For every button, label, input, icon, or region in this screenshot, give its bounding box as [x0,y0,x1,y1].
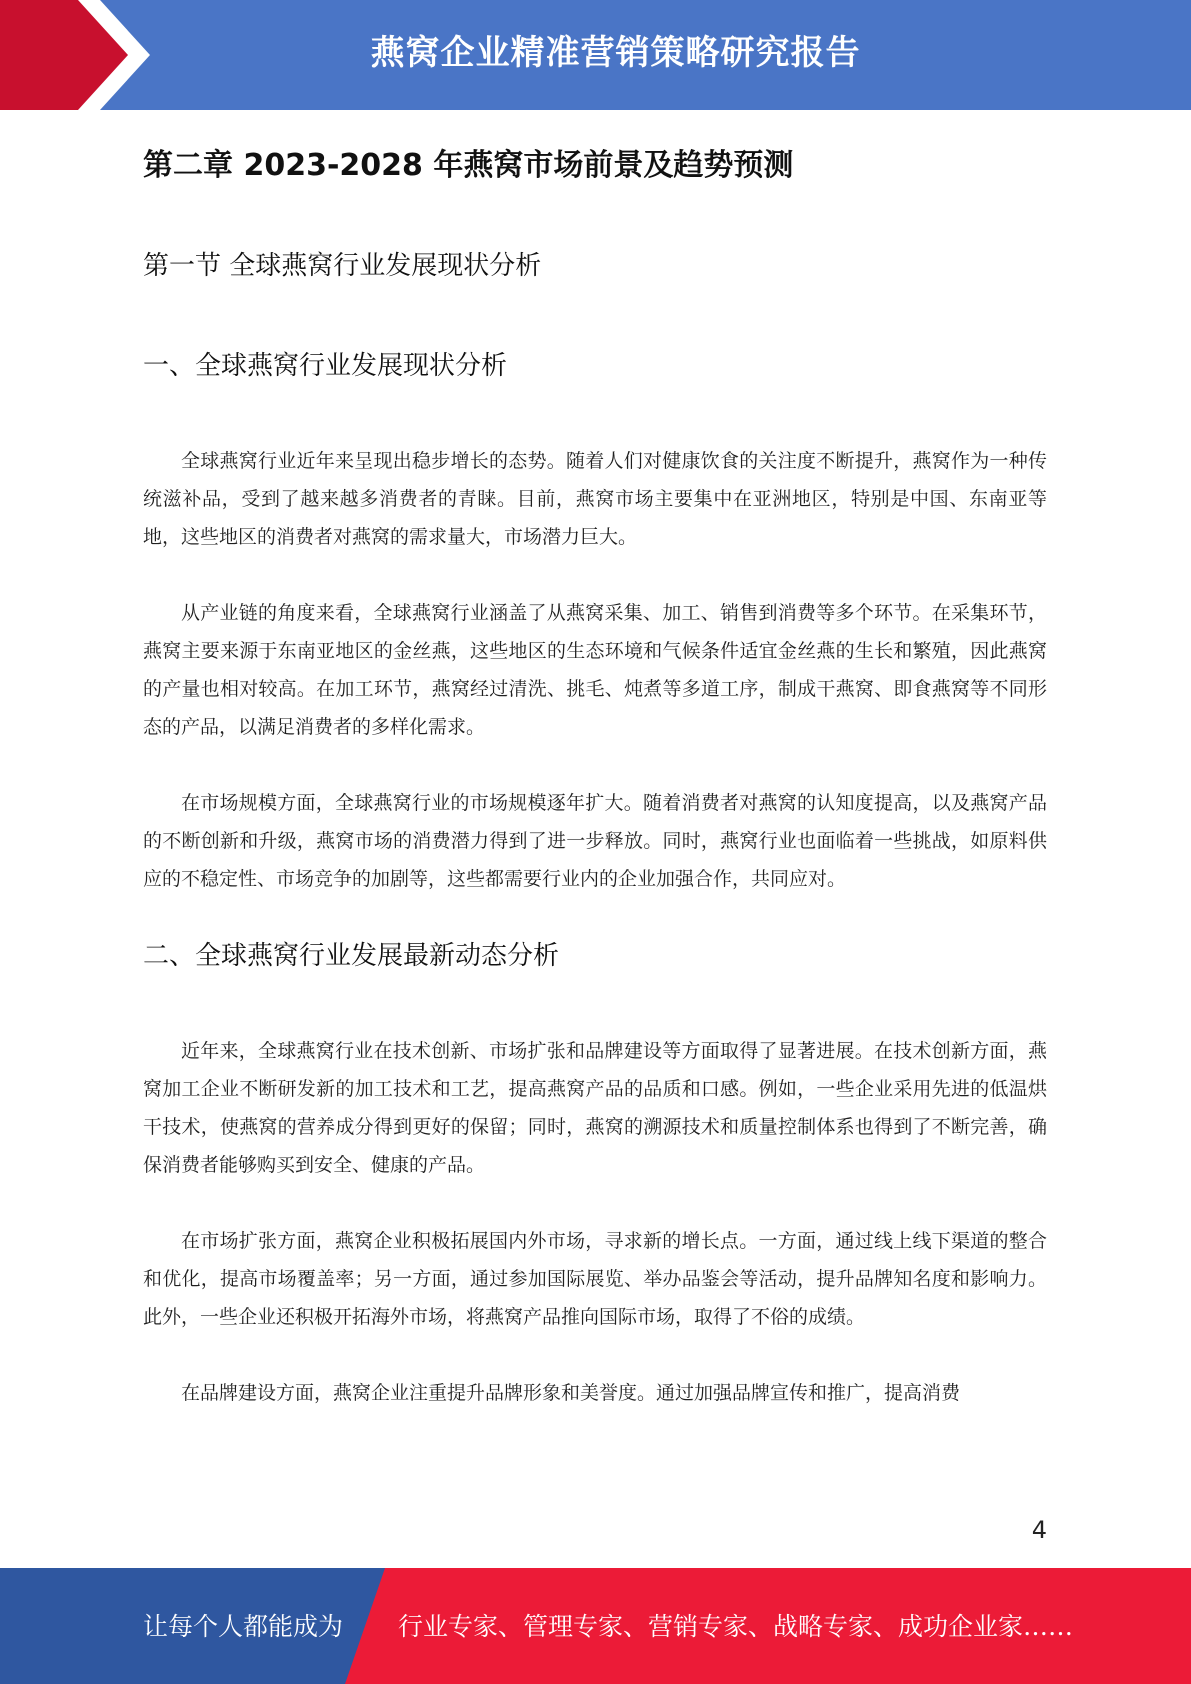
report-title: 燕窝企业精准营销策略研究报告 [370,33,861,73]
header-red-arrow-shape [0,0,160,110]
paragraph: 在品牌建设方面，燕窝企业注重提升品牌形象和美誉度。通过加强品牌宣传和推广，提高消费 [181,1382,961,1404]
subsection-title-1: 一、全球燕窝行业发展现状分析 [143,351,508,381]
paragraph: 在市场规模方面，全球燕窝行业的市场规模逐年扩大。随着消费者对燕窝的认知度提高，以及燕窝产品的不断创新和升级，燕窝市场的消费潜力得到了进一步释放。同时，燕窝行业也面临着一些挑战，如原料供应的不稳定性、市场竞争的加剧等，这些都需要行业内的企业加强合作，共同应对。 [143,792,1047,890]
chapter-title: 第二章 2023-2028 年燕窝市场前景及趋势预测 [143,148,794,183]
page-content [143,130,1047,1412]
header-banner [0,0,1191,110]
footer-banner [0,1568,1191,1684]
footer-slogan-left: 让每个人都能成为 [143,1612,344,1641]
paragraph: 从产业链的角度来看，全球燕窝行业涵盖了从燕窝采集、加工、销售到消费等多个环节。在采集环节，燕窝主要来源于东南亚地区的金丝燕，这些地区的生态环境和气候条件适宜金丝燕的生长和繁殖，因此燕窝的产量也相对较高。在加工环节，燕窝经过清洗、挑毛、炖煮等多道工序，制成干燕窝、即食燕窝等不同形态的产品，以满足消费者的多样化需求。 [143,602,1047,738]
paragraph: 近年来，全球燕窝行业在技术创新、市场扩张和品牌建设等方面取得了显著进展。在技术创新方面，燕窝加工企业不断研发新的加工技术和工艺，提高燕窝产品的品质和口感。例如，一些企业采用先进的低温烘干技术，使燕窝的营养成分得到更好的保留；同时，燕窝的溯源技术和质量控制体系也得到了不断完善，确保消费者能够购买到安全、健康的产品。 [143,1040,1047,1176]
subsection-2-body [143,1032,1047,1412]
footer-slogan-right: 行业专家、管理专家、营销专家、战略专家、成功企业家…… [398,1612,1074,1641]
page-number: 4 [1031,1516,1047,1544]
paragraph: 在市场扩张方面，燕窝企业积极拓展国内外市场，寻求新的增长点。一方面，通过线上线下渠道的整合和优化，提高市场覆盖率；另一方面，通过参加国际展览、举办品鉴会等活动，提升品牌知名度和影响力。此外，一些企业还积极开拓海外市场，将燕窝产品推向国际市场，取得了不俗的成绩。 [143,1230,1047,1328]
subsection-1-body [143,442,1047,898]
subsection-title-2: 二、全球燕窝行业发展最新动态分析 [143,941,560,971]
paragraph: 全球燕窝行业近年来呈现出稳步增长的态势。随着人们对健康饮食的关注度不断提升，燕窝作为一种传统滋补品，受到了越来越多消费者的青睐。目前，燕窝市场主要集中在亚洲地区，特别是中国、东南亚等地，这些地区的消费者对燕窝的需求量大，市场潜力巨大。 [143,450,1047,548]
section-title: 第一节 全球燕窝行业发展现状分析 [143,251,542,281]
